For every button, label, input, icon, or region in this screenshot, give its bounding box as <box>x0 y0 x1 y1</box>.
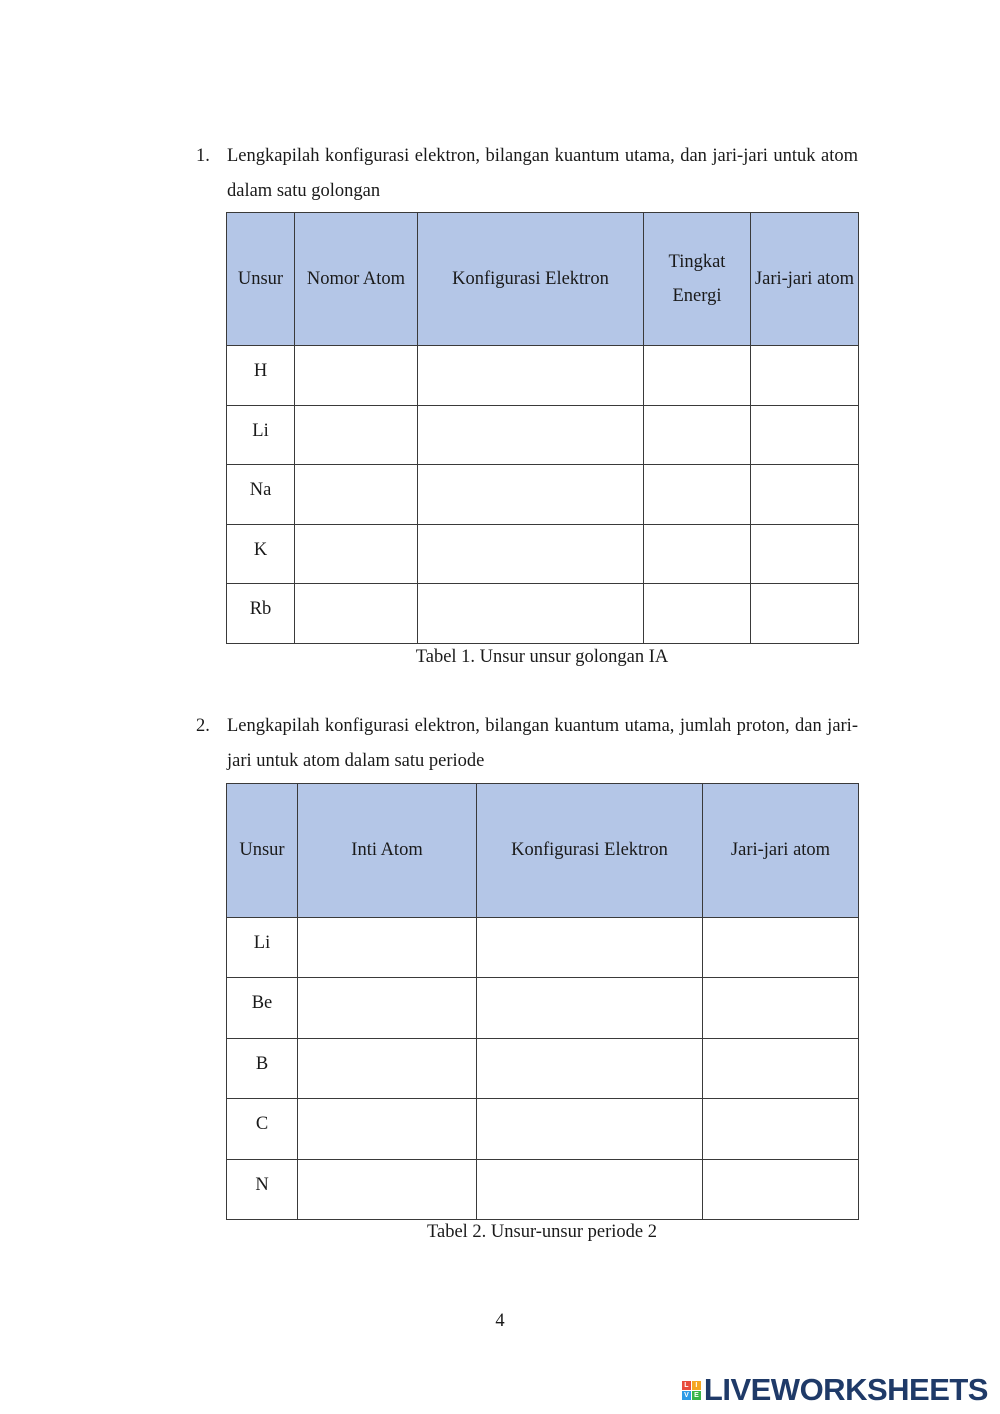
answer-cell-jari-jari[interactable] <box>703 1159 859 1219</box>
question-2-number: 2. <box>196 716 210 736</box>
table-row <box>227 1038 859 1098</box>
answer-cell-konfigurasi[interactable] <box>477 978 703 1038</box>
element-cell: Li <box>227 918 298 978</box>
answer-cell-tingkat-energi[interactable] <box>644 524 751 584</box>
table-2-caption: Tabel 2. Unsur-unsur periode 2 <box>426 1222 658 1242</box>
element-cell: C <box>227 1099 298 1159</box>
answer-cell-nomor-atom[interactable] <box>295 524 418 584</box>
element-cell: K <box>227 524 295 584</box>
answer-cell-konfigurasi[interactable] <box>477 1038 703 1098</box>
answer-cell-jari-jari[interactable] <box>751 346 859 406</box>
table-periode-2 <box>226 783 859 1220</box>
table-row <box>227 465 859 525</box>
table-header-row <box>227 213 859 346</box>
answer-cell-jari-jari[interactable] <box>751 465 859 525</box>
answer-cell-nomor-atom[interactable] <box>295 584 418 644</box>
answer-cell-inti-atom[interactable] <box>298 1099 477 1159</box>
answer-cell-tingkat-energi[interactable] <box>644 584 751 644</box>
answer-cell-nomor-atom[interactable] <box>295 346 418 406</box>
answer-cell-jari-jari[interactable] <box>751 524 859 584</box>
question-2 <box>196 709 858 778</box>
header-inti-atom: Inti Atom <box>298 784 477 918</box>
answer-cell-inti-atom[interactable] <box>298 1159 477 1219</box>
table-row <box>227 584 859 644</box>
table-row <box>227 1159 859 1219</box>
table-row <box>227 346 859 406</box>
logo-tile: I <box>692 1381 701 1390</box>
answer-cell-inti-atom[interactable] <box>298 918 477 978</box>
logo-tile: E <box>692 1391 701 1400</box>
answer-cell-jari-jari[interactable] <box>751 584 859 644</box>
answer-cell-inti-atom[interactable] <box>298 1038 477 1098</box>
header-unsur: Unsur <box>227 213 295 346</box>
table-row <box>227 1099 859 1159</box>
logo-tile: L <box>682 1381 691 1390</box>
table-header-row <box>227 784 859 918</box>
element-cell: B <box>227 1038 298 1098</box>
table-row <box>227 978 859 1038</box>
question-1-number: 1. <box>196 146 210 166</box>
answer-cell-tingkat-energi[interactable] <box>644 346 751 406</box>
question-1 <box>196 139 858 208</box>
answer-cell-konfigurasi[interactable] <box>477 1099 703 1159</box>
answer-cell-konfigurasi[interactable] <box>418 465 644 525</box>
header-unsur: Unsur <box>227 784 298 918</box>
logo-tile: V <box>682 1391 691 1400</box>
table-golongan-ia <box>226 212 859 644</box>
element-cell: H <box>227 346 295 406</box>
answer-cell-nomor-atom[interactable] <box>295 405 418 465</box>
answer-cell-konfigurasi[interactable] <box>477 1159 703 1219</box>
element-cell: N <box>227 1159 298 1219</box>
header-konfigurasi-elektron: Konfigurasi Elektron <box>477 784 703 918</box>
element-cell: Li <box>227 405 295 465</box>
header-tingkat-energi: Tingkat Energi <box>644 213 751 346</box>
header-jari-jari-atom: Jari-jari atom <box>703 784 859 918</box>
table-row <box>227 405 859 465</box>
header-nomor-atom: Nomor Atom <box>295 213 418 346</box>
table-row <box>227 524 859 584</box>
element-cell: Rb <box>227 584 295 644</box>
liveworksheets-logo-icon <box>682 1381 701 1400</box>
question-1-text: Lengkapilah konfigurasi elektron, bilangan kuantum utama, dan jari-jari untuk atom dalam satu golongan <box>227 146 858 201</box>
header-jari-jari-atom: Jari-jari atom <box>751 213 859 346</box>
element-cell: Be <box>227 978 298 1038</box>
answer-cell-jari-jari[interactable] <box>703 1038 859 1098</box>
answer-cell-jari-jari[interactable] <box>703 1099 859 1159</box>
watermark-text: LIVEWORKSHEETS <box>703 1372 988 1407</box>
answer-cell-konfigurasi[interactable] <box>418 584 644 644</box>
table-row <box>227 918 859 978</box>
answer-cell-tingkat-energi[interactable] <box>644 405 751 465</box>
answer-cell-konfigurasi[interactable] <box>477 918 703 978</box>
header-konfigurasi-elektron: Konfigurasi Elektron <box>418 213 644 346</box>
answer-cell-jari-jari[interactable] <box>703 978 859 1038</box>
answer-cell-jari-jari[interactable] <box>703 918 859 978</box>
answer-cell-nomor-atom[interactable] <box>295 465 418 525</box>
table-1-caption: Tabel 1. Unsur unsur golongan IA <box>415 647 669 667</box>
answer-cell-konfigurasi[interactable] <box>418 524 644 584</box>
page-number: 4 <box>495 1311 505 1331</box>
answer-cell-konfigurasi[interactable] <box>418 346 644 406</box>
question-2-text: Lengkapilah konfigurasi elektron, bilangan kuantum utama, jumlah proton, dan jari-jari untuk atom dalam satu periode <box>227 716 858 771</box>
answer-cell-konfigurasi[interactable] <box>418 405 644 465</box>
answer-cell-jari-jari[interactable] <box>751 405 859 465</box>
answer-cell-inti-atom[interactable] <box>298 978 477 1038</box>
element-cell: Na <box>227 465 295 525</box>
answer-cell-tingkat-energi[interactable] <box>644 465 751 525</box>
liveworksheets-watermark <box>682 1372 988 1408</box>
